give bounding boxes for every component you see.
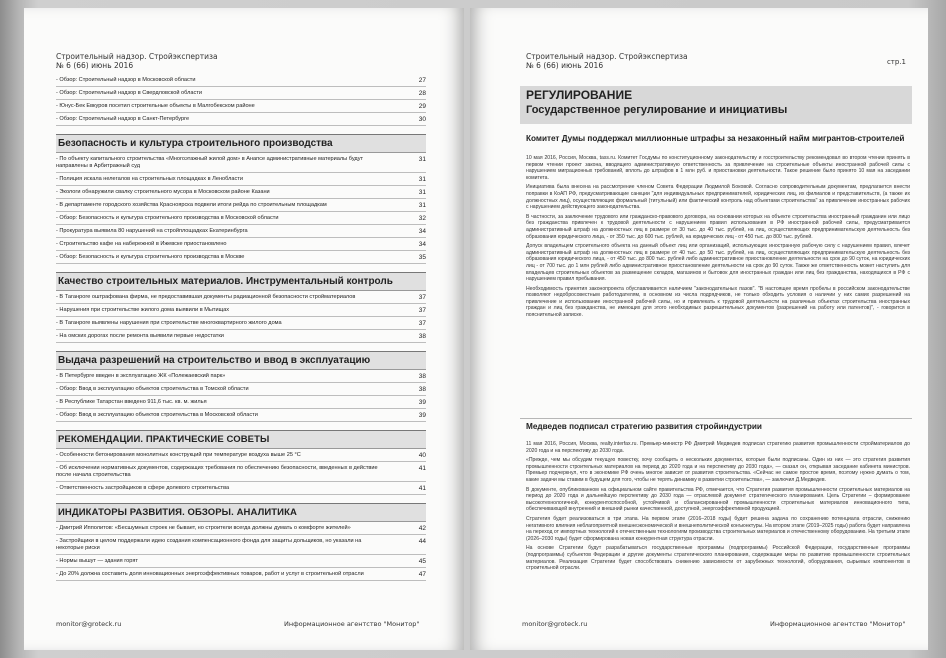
toc-item-title: - Застройщики в целом поддержали идею создания компенсационного фонда для защиты дольщиков, но указали на некоторые риски (56, 538, 362, 551)
toc-item-title: - Полиция искала нелегалов на строительных площадках в Ленобласти (56, 176, 243, 182)
toc-item-title: - Нарушения при строительстве жилого дома выявили в Мытищах (56, 307, 230, 313)
toc-item-page: 44 (418, 538, 426, 545)
toc-item[interactable] (56, 304, 426, 317)
article-migrants (526, 134, 910, 319)
toc-item-page: 34 (418, 241, 426, 248)
toc-item-title: - В Таганроге оштрафована фирма, не предоставившая документы радиационной безопасности стройматериалов (56, 294, 356, 300)
toc-item[interactable] (56, 238, 426, 251)
footer-email[interactable]: monitor@groteck.ru (56, 620, 122, 628)
toc-item-title: - На омских дорогах после ремонта выявили первые недостатки (56, 333, 224, 339)
article-paragraph: Необходимость принятия законопроекта обуславливается наличием "законодательных пазов". "В настоящее время пробелы в российском законодательстве позволяют недобросовестным работодателям, в основном из числа подрядчиков, не только обходить условия о наличии у них самих разрешений на привлечение и использование иностранной рабочей силы, но и привлекать к трудовой деятельности на различных объектах строительства иностранных граждан и лиц без гражданства, не имеющих для этого необходимых разрешительных документов (разрешений на работу или патентов)", - говорится в пояснительной записке. (526, 285, 910, 319)
toc-item-title: - Обзор: Ввод в эксплуатацию объектов строительства в Московской области (56, 412, 258, 418)
toc-item[interactable] (56, 383, 426, 396)
article-title: Комитет Думы поддержал миллионные штрафы за незаконный найм мигрантов-строителей (526, 134, 905, 143)
section-subtitle: Государственное регулирование и инициативы (526, 104, 788, 116)
toc-item-title: - Обзор: Строительный надзор в Санкт-Петербурге (56, 116, 190, 122)
table-of-contents (56, 74, 426, 581)
left-page (24, 8, 464, 650)
section-title-box (520, 86, 912, 124)
toc-item[interactable] (56, 449, 426, 462)
toc-item[interactable] (56, 568, 426, 581)
toc-item-page: 31 (418, 156, 426, 163)
toc-item[interactable] (56, 409, 426, 422)
toc-item[interactable] (56, 370, 426, 383)
article-paragraph: В документе, опубликованном на официальном сайте правительства РФ, отмечается, что Стратегия развития промышленности строительных материалов на период до 2020 года и дальнейшую перспективу до 2030 года — отраслевой документ стратегического планирования. Цель Стратегии – формирование высокотехнологичной, конкурентоспособной, устойчивой и сбалансированной промышленности строительных материалов инновационного типа, обеспечивающей внутренний и внешний рынки качественной, доступной, энергоэффективной продукцией. (526, 486, 910, 513)
toc-section-heading: Качество строительных материалов. Инструментальный контроль (56, 272, 426, 291)
toc-section-heading: РЕКОМЕНДАЦИИ. ПРАКТИЧЕСКИЕ СОВЕТЫ (56, 430, 426, 449)
toc-item-page: 27 (418, 77, 426, 84)
toc-item-title: - Экологи обнаружили свалку строительного мусора в Московском районе Казани (56, 189, 270, 195)
toc-item-page: 29 (418, 103, 426, 110)
toc-item-title: - По объекту капитального строительства «Многоэтажный жилой дом» в Анапсе административные материалы будут направлены в Арбитражный суд (56, 156, 364, 169)
toc-item-title: - Обзор: Ввод в эксплуатацию объектов строительства в Томской области (56, 386, 249, 392)
toc-item-title: - Юнус-Бек Евкуров посетил строительные объекты в Малгобекском районе (56, 103, 255, 109)
article-paragraph: 11 мая 2016, Россия, Москва, realty.interfax.ru. Премьер-министр РФ Дмитрий Медведев подписал стратегию развития промышленности стройматериалов до 2020 года и на перспективу до 2030 года. (526, 441, 910, 454)
toc-item[interactable] (56, 225, 426, 238)
toc-item[interactable] (56, 100, 426, 113)
toc-item[interactable] (56, 462, 426, 482)
toc-item[interactable] (56, 212, 426, 225)
article-paragraph: На основе Стратегии будут разрабатываться государственные программы (подпрограммы) Российской Федерации, государственные программы (подпрограммы) субъектов Федерации и другие документы стратегического планирования, содержащие меры по развитию промышленности строительных материалов. Реализация Стратегии будет способствовать снижению зависимости от зарубежных технологий, оборудования, сырьевых компонентов в строительной отрасли. (526, 545, 910, 572)
toc-item-page: 35 (418, 254, 426, 261)
toc-item-page: 41 (418, 485, 426, 492)
article-paragraph: В частности, за заключение трудового или гражданско-правового договора, на основании которых на объекте строительства иностранный гражданин или лицо без гражданства привлечен к трудовой деятельности с нарушением правил использования в РФ иностранной рабочей силы, предусматривается административный штраф на должностных лиц в размере от 30 тыс. до 40 тыс. рублей, на лиц, осуществляющих предпринимательскую деятельность без образования юридического лица, - от 350 тыс. до 600 тыс. рублей, на юридических лиц - от 450 тыс. до 800 тыс. рублей. (526, 213, 910, 240)
toc-item-page: 47 (418, 571, 426, 578)
footer-agency: Информационное агентство "Монитор" (284, 620, 420, 628)
toc-item-title: - Строительство кафе на набережной в Ижевске приостановлено (56, 241, 227, 247)
toc-item[interactable] (56, 291, 426, 304)
toc-item-page: 31 (418, 176, 426, 183)
toc-item[interactable] (56, 251, 426, 264)
toc-item-title: - Дмитрий Ипполитов: «Бесшумных строек не бывает, но строители всегда должны думать о комфорте жителей» (56, 525, 351, 531)
toc-item-title: - Особенности бетонирования монолитных конструкций при температуре воздуха выше 25 °С (56, 452, 301, 458)
toc-item-page: 39 (418, 399, 426, 406)
toc-item-title: - Об исключении нормативных документов, содержащих требования по обеспечению безопасности, введенных в действие после начала строительства (56, 465, 378, 478)
toc-item-page: 34 (418, 228, 426, 235)
toc-item-title: - Обзор: Безопасность и культура строительного производства в Московской области (56, 215, 279, 221)
toc-item-page: 31 (418, 202, 426, 209)
toc-item-page: 45 (418, 558, 426, 565)
toc-item-page: 32 (418, 215, 426, 222)
toc-item[interactable] (56, 153, 426, 173)
toc-item[interactable] (56, 522, 426, 535)
toc-item[interactable] (56, 173, 426, 186)
toc-item-title: - Нормы вышут — здания горят (56, 558, 138, 564)
article-paragraph: Инициатива была внесена на рассмотрение членом Совета Федерации Людмилой Боковой. Согласно сопроводительным документам, предлагается внести поправки в КоАП РФ, предусматривающие санкции "для индивидуальных предпринимателей, юридических лиц, их филиалов и представительств, (а также их должностных лиц), осуществляющих формальный (титульный) или фактический контроль над объектами строительства" за привлечение иностранных рабочих с нарушением действующего законодательства. (526, 184, 910, 211)
toc-item-title: - В Республике Татарстан введено 911,6 тыс. кв. м. жилья (56, 399, 207, 405)
toc-item-page: 37 (418, 320, 426, 327)
toc-item-page: 40 (418, 452, 426, 459)
journal-title: Строительный надзор. Стройэкспертиза (56, 52, 218, 61)
toc-item-title: - В Таганроге выявлены нарушения при строительстве многоквартирного жилого дома (56, 320, 282, 326)
article-title: Медведев подписал стратегию развития стройиндустрии (526, 422, 762, 431)
toc-item[interactable] (56, 186, 426, 199)
article-strategy (526, 422, 910, 572)
article-paragraph: Допуск владельцем строительного объекта на данный объект лиц или организаций, использующих иностранную рабочую силу с нарушением правил, влечет административный штраф на должностных лиц в размере от 40 тыс. до 50 тыс. рублей, на лиц, осуществляющих предпринимательскую деятельность без образования юридического лица, - от 450 тыс. до 800 тыс. рублей либо административное приостановление деятельности на срок до 90 суток, на юридических лиц - от 700 тыс. до 1 млн рублей либо административное приостановление деятельности на срок до 90 суток. Также же ответственность может наступить для владельцев строительных объектов за размещение складов, магазинов и бытовок для иностранных граждан или лиц без гражданства, находящихся в РФ с нарушением правил пребывания. (526, 243, 910, 283)
toc-item-title: - В департаменте городского хозяйства Красноярска подвели итоги рейда по строительным площадкам (56, 202, 327, 208)
right-page (470, 8, 928, 650)
toc-item-page: 38 (418, 333, 426, 340)
toc-section-heading: ИНДИКАТОРЫ РАЗВИТИЯ. ОБЗОРЫ. АНАЛИТИКА (56, 503, 426, 522)
toc-item[interactable] (56, 199, 426, 212)
toc-item[interactable] (56, 87, 426, 100)
toc-item[interactable] (56, 74, 426, 87)
toc-item[interactable] (56, 113, 426, 126)
toc-item[interactable] (56, 535, 426, 555)
page-number: стр.1 (886, 58, 906, 66)
issue-number: № 6 (66) июнь 2016 (526, 61, 604, 70)
toc-item-title: - Обзор: Безопасность и культура строительного производства в Москве (56, 254, 245, 260)
toc-item-page: 38 (418, 373, 426, 380)
toc-item-page: 37 (418, 307, 426, 314)
toc-section-heading: Безопасность и культура строительного производства (56, 134, 426, 153)
toc-item-page: 38 (418, 386, 426, 393)
toc-item-page: 28 (418, 90, 426, 97)
toc-item-title: - Обзор: Строительный надзор в Свердловской области (56, 90, 202, 96)
article-paragraph: Стратегия будет реализоваться в три этапа. На первом этапе (2016–2018 годы) будет решена задача по сохранению потенциала отрасли, снижению негативного влияния неблагоприятной внешнеэкономической и внешнеполитической конъюнктуры. На втором этапе (2019–2025 годы) работа будет направлена на переход от импортных технологий к отечественным технологиям производства строительных материалов и отечественному оборудованию. На третьем этапе (2026–2030 годы) будет сформирована новая конкурентная структура отрасли. (526, 515, 910, 542)
toc-item-title: - Обзор: Строительный надзор в Московской области (56, 77, 196, 83)
left-header (56, 52, 218, 70)
toc-item[interactable] (56, 555, 426, 568)
toc-item-title: - В Петербурге введен в эксплуатацию ЖК «Полежаевский парк» (56, 373, 226, 379)
right-header (526, 52, 688, 70)
toc-section-heading: Выдача разрешений на строительство и ввод в эксплуатацию (56, 351, 426, 370)
toc-item-page: 37 (418, 294, 426, 301)
article-divider (520, 418, 912, 419)
section-title: РЕГУЛИРОВАНИЕ (526, 88, 633, 102)
journal-title: Строительный надзор. Стройэкспертиза (526, 52, 688, 61)
article-paragraph: 10 мая 2016, Россия, Москва, tass.ru. Комитет Госдумы по конституционному законодательству и госстроительству рекомендовал во втором чтении принять в первом чтении проект закона, вводящего административную ответственность за привлечение на строительные объекты иностранной рабочей силы с нарушением миграционных требований, вплоть до штрафов в 1 млн руб. и приостановки деятельности. Такое решение было принято 10 мая на заседании комитета. (526, 155, 910, 181)
article-paragraph: «Прежде, чем мы обсудим текущую повестку, хочу сообщить о нескольких документах, которые были подписаны. Один из них — это стратегия развития промышленности строительных материалов на период до 2020 года и на перспективу до 2030 года», — сказал он, открывая заседание кабинета министров. Премьер подчеркнул, что в экономике РФ очень многое зависит от развития строительства. «Сейчас не самое простое время, поэтому нужно думать о том, какие задачи мы ставим в будущем для того, чтобы не терять динамику в развитии строительства», — заключил Д.Медведев. (526, 457, 910, 483)
toc-item[interactable] (56, 330, 426, 343)
toc-item[interactable] (56, 396, 426, 409)
toc-item[interactable] (56, 317, 426, 330)
footer-email[interactable]: monitor@groteck.ru (522, 620, 588, 628)
toc-item-page: 31 (418, 189, 426, 196)
toc-item-title: - Прокуратура выявила 80 нарушений на стройплощадках Екатеринбурга (56, 228, 248, 234)
toc-item[interactable] (56, 482, 426, 495)
toc-item-page: 30 (418, 116, 426, 123)
footer-agency: Информационное агентство "Монитор" (770, 620, 906, 628)
issue-number: № 6 (66) июнь 2016 (56, 61, 134, 70)
toc-item-page: 41 (418, 465, 426, 472)
toc-item-title: - До 20% должна составить доля инновационных энергоэффективных товаров, работ и услуг в строительной отрасли (56, 571, 364, 577)
toc-item-page: 39 (418, 412, 426, 419)
toc-item-page: 42 (418, 525, 426, 532)
toc-item-title: - Ответственность застройщиков в сфере долевого строительства (56, 485, 230, 491)
